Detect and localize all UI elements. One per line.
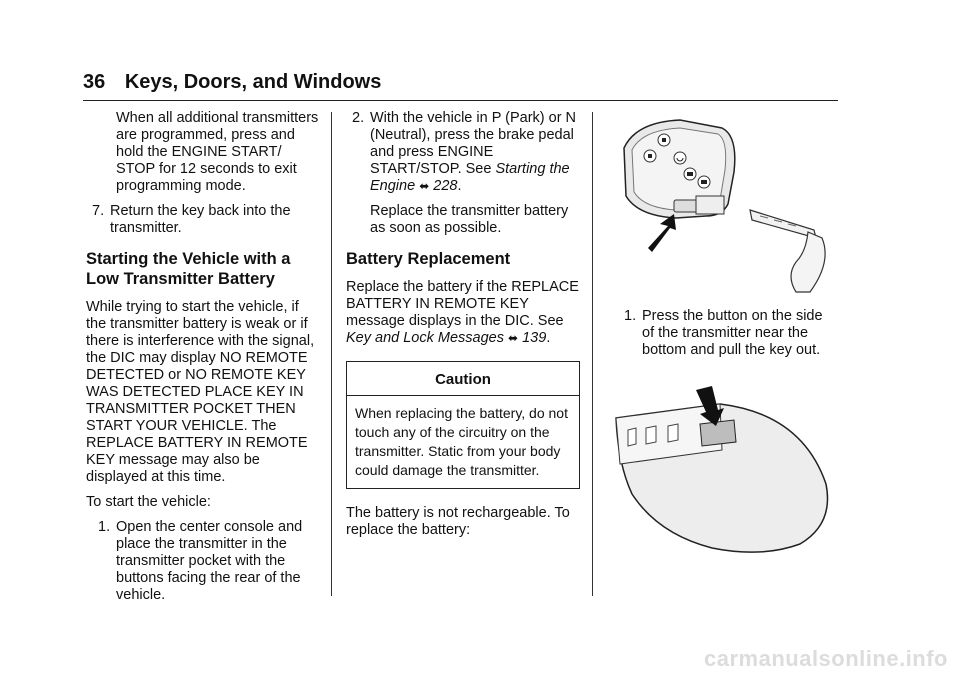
column-3 <box>612 308 838 367</box>
step-text: Return the key back into the transmitter. <box>110 203 291 236</box>
step-text: Open the center console and place the transmitter in the transmitter pocket with the buttons facing the rear of the vehicle. <box>116 519 303 603</box>
step-text: With the vehicle in P (Park) or N (Neutral), press the brake pedal and press ENGINE START/STOP. See Starting the Engine ⬌ 228. <box>370 110 577 194</box>
battery-replacement-paragraph: Replace the battery if the REPLACE BATTERY IN REMOTE KEY message displays in the DIC. See Key and Lock Messages ⬌ 139. <box>346 279 579 346</box>
caution-box <box>346 361 580 489</box>
fob-opening-illustration <box>612 384 834 556</box>
section-title: Keys, Doors, and Windows <box>124 71 382 93</box>
step-2-body: With the vehicle in P (Park) or N (Neutral), press the brake pedal and press ENGINE START/STOP. See <box>370 110 577 177</box>
column-1 <box>86 110 322 612</box>
starting-engine-link[interactable]: Starting the Engine <box>370 161 570 194</box>
page-header <box>83 71 381 94</box>
key-lock-messages-page[interactable]: 139 <box>522 330 547 346</box>
step-number: 1. <box>98 519 111 535</box>
column-divider-2 <box>592 112 593 596</box>
step-2 <box>346 110 580 237</box>
header-rule <box>83 100 838 101</box>
caution-title: Caution <box>347 362 579 396</box>
column-divider-1 <box>331 112 332 596</box>
column-2 <box>346 110 580 547</box>
release-arrow <box>648 214 676 252</box>
replace-note: Replace the transmitter battery as soon as possible. <box>370 203 569 236</box>
programming-continuation: When all additional transmitters are programmed, press and hold the ENGINE START/ STOP for 12 seconds to exit programming mode. <box>116 110 319 194</box>
page-ref-icon: ⬌ <box>419 179 430 193</box>
step-number: 7. <box>92 203 105 219</box>
starting-engine-page[interactable]: 228 <box>433 178 458 194</box>
low-battery-paragraph: While trying to start the vehicle, if the transmitter battery is weak or if there is interference with the signal, the DIC may display NO REMOTE DETECTED or NO REMOTE KEY WAS DETECTED PLACE KEY IN TRANSMITTER POCKET THEN START YOUR VEHICLE. The REPLACE BATTERY IN REMOTE KEY message may also be displayed at this time. <box>86 299 315 485</box>
battery-replacement-heading: Battery Replacement <box>346 250 511 268</box>
step-7 <box>86 203 322 237</box>
battery-slot <box>700 420 736 446</box>
watermark: carmanualsonline.info <box>704 646 948 671</box>
not-rechargeable-text: The battery is not rechargeable. To replace the battery: <box>346 505 570 538</box>
step-number: 2. <box>352 110 365 126</box>
step-1-remove-key <box>612 308 838 359</box>
start-intro: To start the vehicle: <box>86 494 211 510</box>
step-number: 1. <box>624 308 637 324</box>
key-lock-messages-link[interactable]: Key and Lock Messages <box>346 330 504 346</box>
page-ref-icon: ⬌ <box>508 331 519 345</box>
caution-body: When replacing the battery, do not touch any of the circuitry on the transmitter. Static from your body could damage the transmitter. <box>355 405 568 478</box>
page-number: 36 <box>83 71 106 93</box>
low-battery-heading: Starting the Vehicle with a Low Transmitter Battery <box>86 250 291 288</box>
key-fob-illustration <box>610 112 840 300</box>
battery-paragraph-body: Replace the battery if the REPLACE BATTERY IN REMOTE KEY message displays in the DIC. See <box>346 279 579 329</box>
mechanical-key <box>750 210 825 292</box>
step-text: Press the button on the side of the transmitter near the bottom and pull the key out. <box>642 308 823 358</box>
step-1 <box>86 519 322 604</box>
